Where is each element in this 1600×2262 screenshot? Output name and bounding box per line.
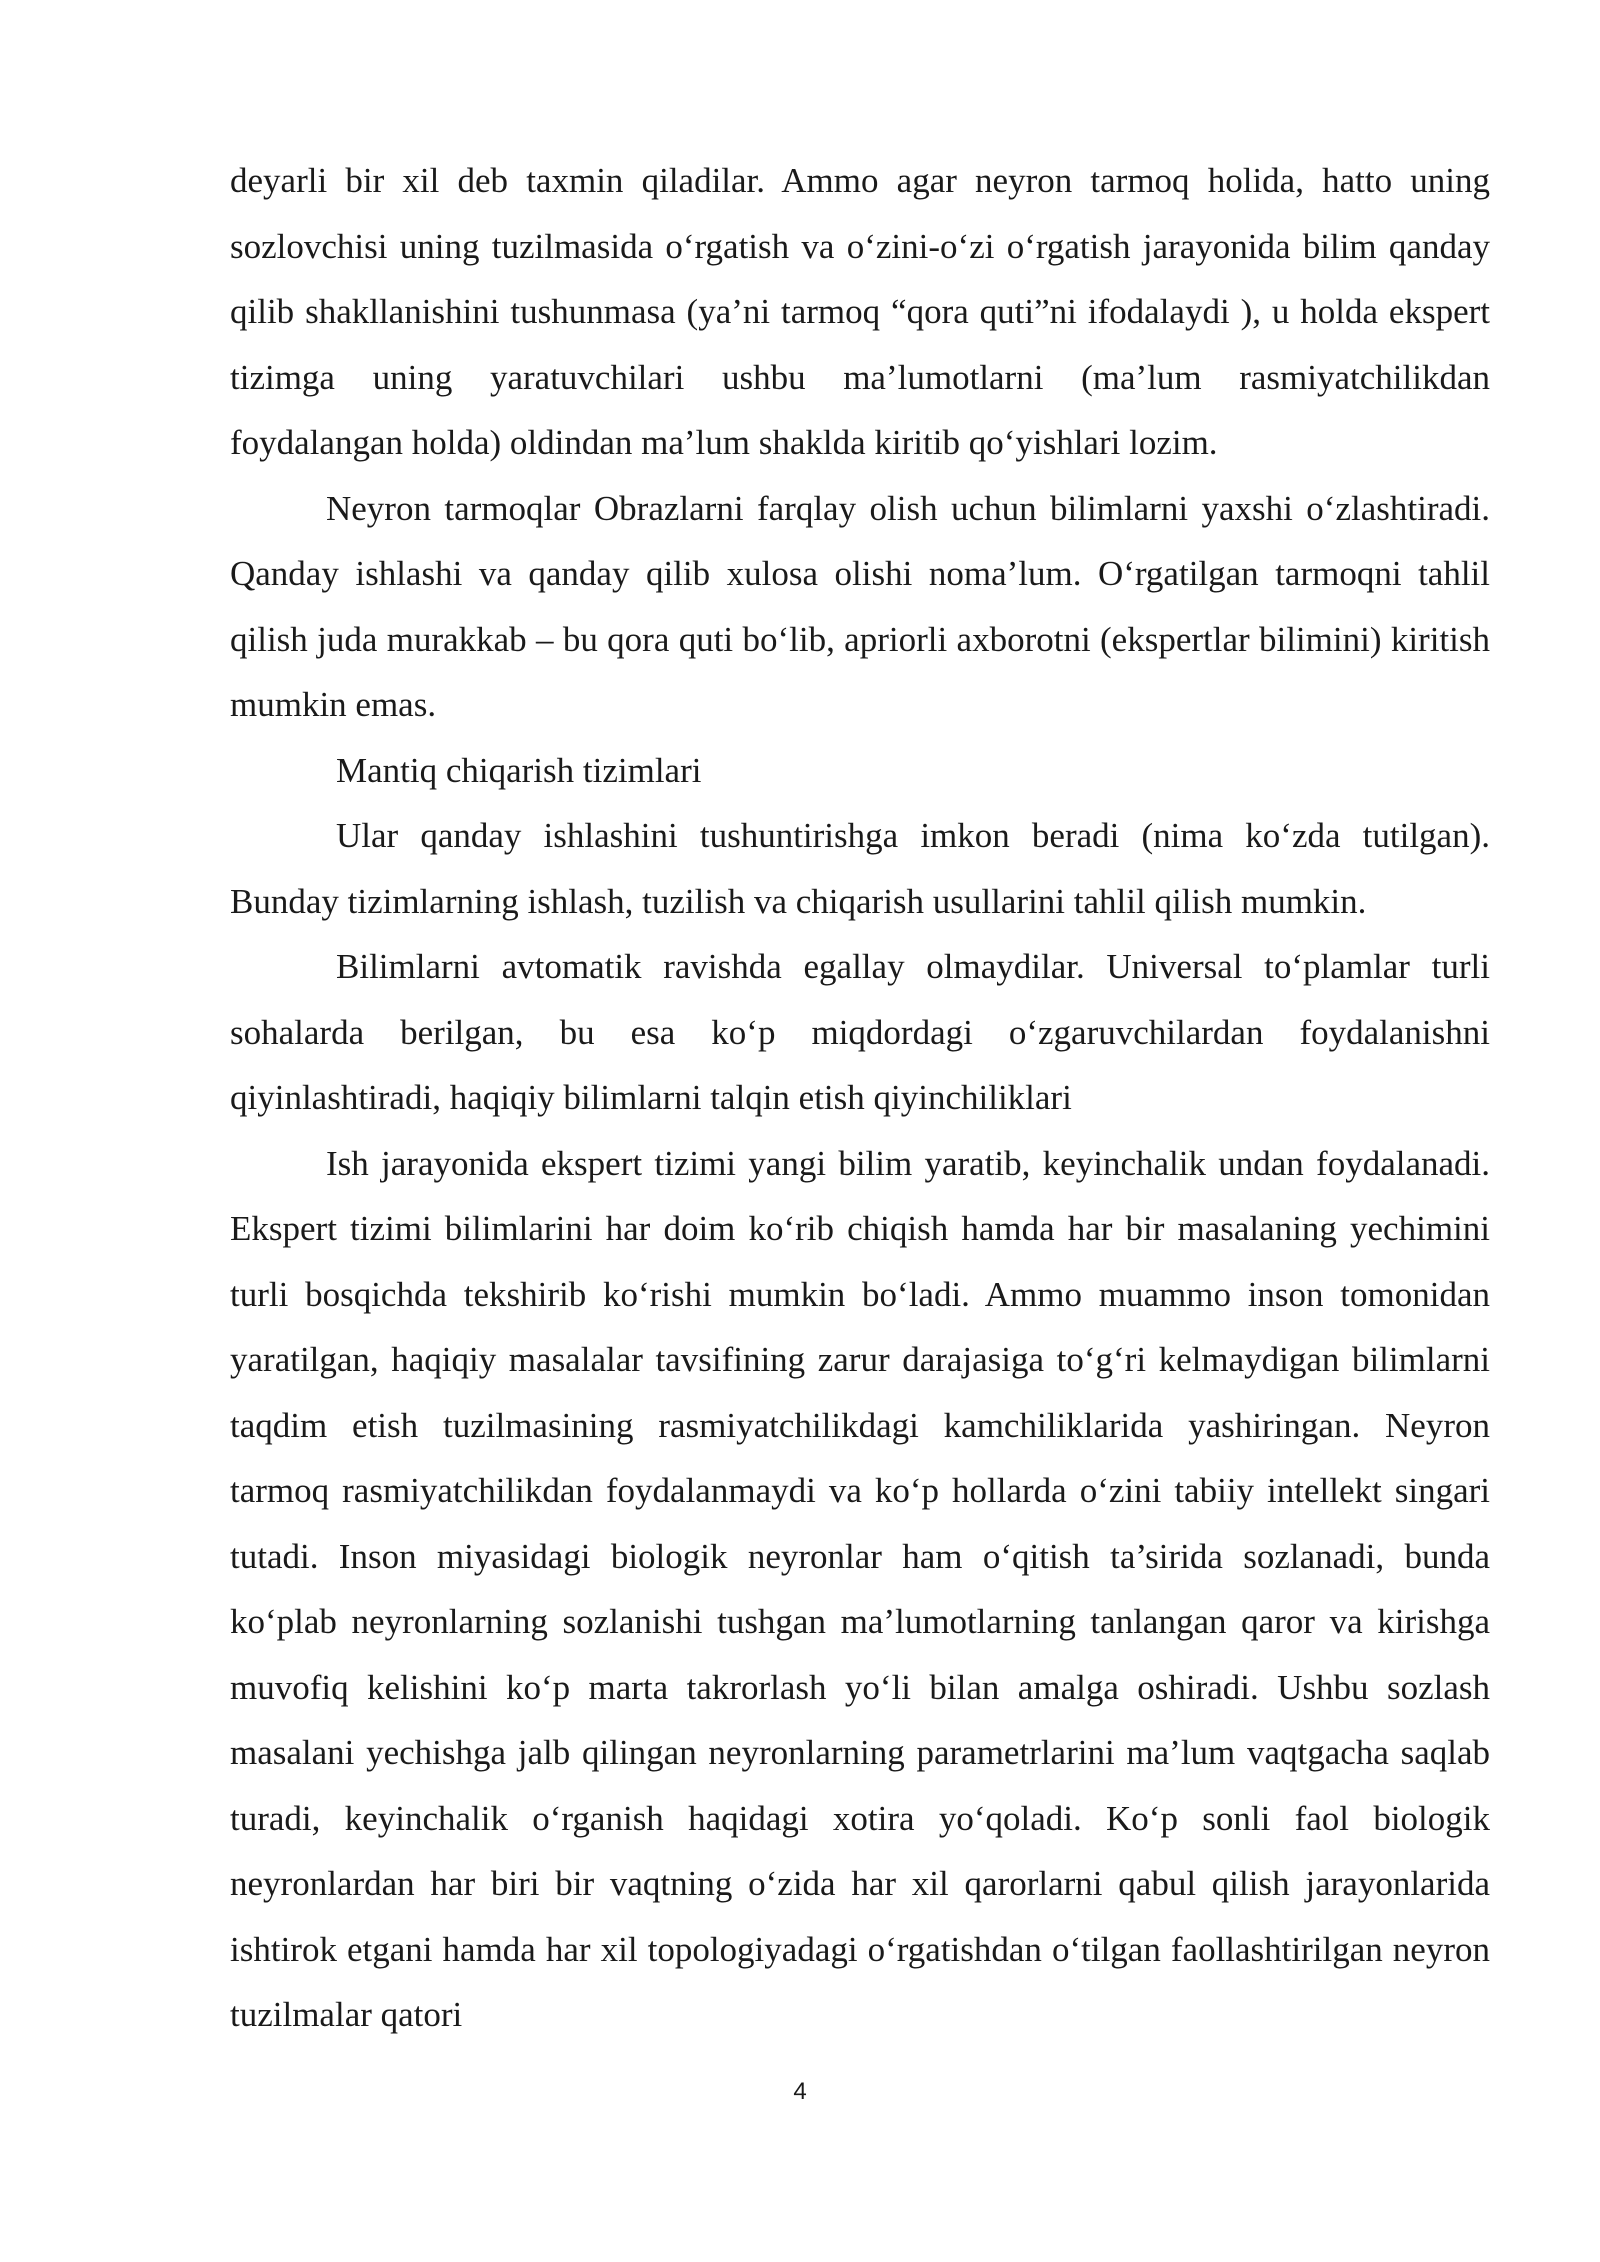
paragraph-knowledge-acquisition: Bilimlarni avtomatik ravishda egallay olmaydilar. Universal to‘plamlar turli sohalarda berilgan, bu esa ko‘p miqdordagi o‘zgaruvchilardan foydalanishni qiyinlashtiradi, haqiqiy bilimlarni talqin etish qiyinchiliklari xyxy=(230,947,1490,1117)
section-heading-inference-systems: Mantiq chiqarish tizimlari xyxy=(336,750,702,790)
paragraph-continuation: deyarli bir xil deb taxmin qiladilar. Ammo agar neyron tarmoq holida, hatto uning sozlovchisi uning tuzilmasida o‘rgatish va o‘zini-o‘zi o‘rgatish jarayonida bilim qanday qilib shakllanishini tushunmasa (ya’ni tarmoq “qora quti”ni ifodalaydi ), u holda ekspert tizimga uning yaratuvchilari ushbu ma’lumotlarni (ma’lum rasmiyatchilikdan foydalangan holda) oldindan ma’lum shaklda kiritib qo‘yishlari lozim. xyxy=(230,161,1490,462)
page-number: 4 xyxy=(793,2078,807,2105)
document-page xyxy=(230,148,1490,2048)
paragraph-explainability: Ular qanday ishlashini tushuntirishga imkon beradi (nima ko‘zda tutilgan). Bunday tizimlarning ishlash, tuzilish va chiqarish usullarini tahlil qilish mumkin. xyxy=(230,816,1490,921)
paragraph-expert-system: Ish jarayonida ekspert tizimi yangi bilim yaratib, keyinchalik undan foydalanadi. Ekspert tizimi bilimlarini har doim ko‘rib chiqish hamda har bir masalaning yechimini turli bosqichda tekshirib ko‘rishi mumkin bo‘ladi. Ammo muammo inson tomonidan yaratilgan, haqiqiy masalalar tavsifining zarur darajasiga to‘g‘ri kelmaydigan bilimlarni taqdim etish tuzilmasining rasmiyatchilikdagi kamchiliklarida yashiringan. Neyron tarmoq rasmiyatchilikdan foydalanmaydi va ko‘p hollarda o‘zini tabiiy intellekt singari tutadi. Inson miyasidagi biologik neyronlar ham o‘qitish ta’sirida sozlanadi, bunda ko‘plab neyronlarning sozlanishi tushgan ma’lumotlarning tanlangan qaror va kirishga muvofiq kelishini ko‘p marta takrorlash yo‘li bilan amalga oshiradi. Ushbu sozlash masalani yechishga jalb qilingan neyronlarning parametrlarini ma’lum vaqtgacha saqlab turadi, keyinchalik o‘rganish haqidagi xotira yo‘qoladi. Ko‘p sonli faol biologik neyronlardan har biri bir vaqtning o‘zida har xil qarorlarni qabul qilish jarayonlarida ishtirok etgani hamda har xil topologiyadagi o‘rgatishdan o‘tilgan faollashtirilgan neyron tuzilmalar qatori xyxy=(230,1143,1490,2034)
paragraph-neural-networks: Neyron tarmoqlar Obrazlarni farqlay olish uchun bilimlarni yaxshi o‘zlashtiradi. Qanday ishlashi va qanday qilib xulosa olishi noma’lum. O‘rgatilgan tarmoqni tahlil qilish juda murakkab – bu qora quti bo‘lib, apriorli axborotni (ekspertlar bilimini) kiritish mumkin emas. xyxy=(230,488,1490,724)
